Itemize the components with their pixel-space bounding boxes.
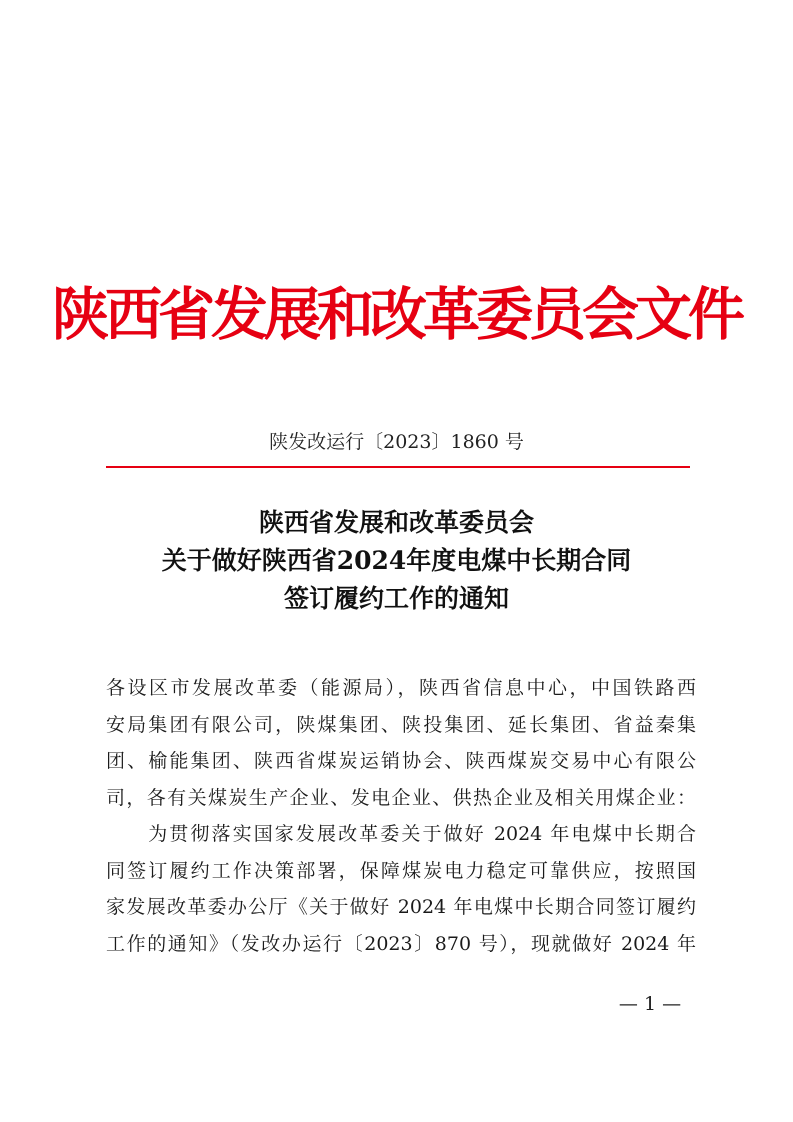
body-line: 同签订履约工作决策部署，保障煤炭电力稳定可靠供应，按照国 [106,859,696,882]
title-line-2: 关于做好陕西省2024年度电煤中长期合同 [161,546,632,575]
title-line-3: 签订履约工作的通知 [283,584,509,613]
document-masthead: 陕西省发展和改革委员会文件 [52,282,741,348]
body-line: 为贯彻落实国家发展改革委关于做好 2024 年电煤中长期合 [106,823,696,845]
document-number: 陕发改运行〔2023〕1860 号 [269,431,524,453]
document-title [0,504,793,618]
body-line: 司，各有关煤炭生产企业、发电企业、供热企业及相关用煤企业： [106,786,696,809]
body-line: 工作的通知》（发改办运行〔2023〕870 号），现就做好 2024 年 [106,932,696,955]
red-divider [106,466,690,468]
body-paragraphs [106,670,696,962]
body-line: 安局集团有限公司，陕煤集团、陕投集团、延长集团、省益秦集 [106,713,696,736]
page-number: — 1 — [618,993,682,1015]
body-line: 家发展改革委办公厅《关于做好 2024 年电煤中长期合同签订履约 [106,896,696,918]
body-line: 团、榆能集团、陕西省煤炭运销协会、陕西煤炭交易中心有限公 [106,750,696,772]
title-line-1: 陕西省发展和改革委员会 [258,508,534,537]
body-line: 各设区市发展改革委（能源局），陕西省信息中心，中国铁路西 [106,677,696,699]
